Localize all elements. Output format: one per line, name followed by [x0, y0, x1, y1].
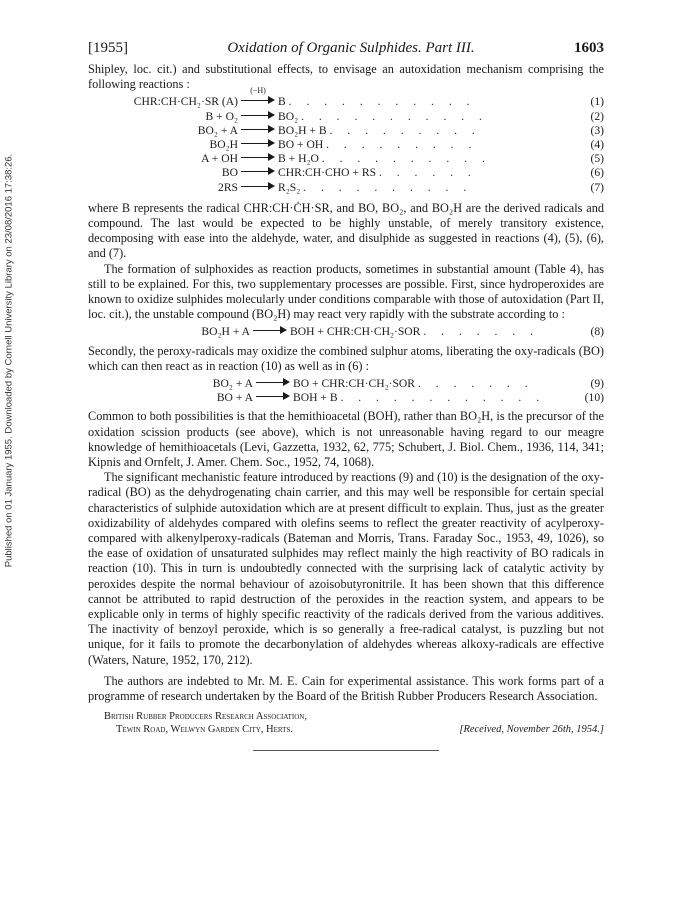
arrow-icon	[241, 182, 275, 191]
reaction-row: 2RS R₂S₂ . . . . . . . . . . (7)	[88, 181, 604, 195]
reaction-rhs: BO₂	[278, 109, 299, 123]
reaction-row: B + O₂ BO₂ . . . . . . . . . . . (2)	[88, 110, 604, 124]
reaction-number: (4)	[590, 137, 604, 151]
reaction-number: (9)	[590, 376, 604, 390]
reaction-row: A + OH B + H₂O . . . . . . . . . . (5)	[88, 152, 604, 166]
arrow-label: (−H)	[250, 86, 266, 96]
reaction-number: (10)	[584, 391, 604, 405]
arrow-icon	[241, 111, 275, 120]
reaction-row: BO CHR:CH·CHO + RS . . . . . . (6)	[88, 166, 604, 180]
reaction-lhs: BO₂ + A	[212, 376, 253, 390]
reaction-lhs: BO₂H + A	[201, 325, 250, 339]
paragraph-sulphoxides: The formation of sulphoxides as reaction products, sometimes in substantial amount (Table 4), has still to be explained. For this, two supplementary processes are possible. First, since hydroperoxides are known to oxidize sulphides molecularly under conditions comparable with those of autoxidation (Part II, loc. cit.), the unstable compound (BO₂H) may react very rapidly with the substrate according to :	[88, 261, 604, 322]
reaction-rhs: BOH + CHR:CH·CH₂·SOR	[290, 325, 421, 339]
reaction-number: (1)	[590, 95, 604, 109]
reaction-lhs: A + OH	[201, 152, 238, 166]
reaction-rhs: BOH + B	[293, 391, 338, 405]
running-header	[88, 40, 604, 57]
paragraph-mechanism: The significant mechanistic feature introduced by reactions (9) and (10) is the designation of the oxy-radical (BO) as the dehydrogenating chain carrier, and this may well be responsible for certain special characteristics of sulphide autoxidation which are at present difficult to explain. Thus, just as the greater oxidizability of aldehydes compared with olefins seems to reflect the greater reactivity of acylperoxy- compared with alkenylperoxy-radicals (Bateman and Morris, Trans. Faraday Soc., 1953, 49, 1026), so the ease of oxidation of unsaturated sulphides may reflect mainly the high reactivity of BO radicals in reaction (10). This in turn is undoubtedly connected with the surprising lack of catalytic activity by peroxides despite the normal behaviour of azoisobutyronitrile. It has been shown that this difference cannot be attributed to rapid destruction of the peroxides in the reaction system, and appears to be explicable only in terms of highly specific reactivity of the radicals derived from the various additives. The inactivity of benzoyl peroxide, which is so generally a free-radical catalyst, is puzzling but not unique, for it fails to promote the decarbonylation of aldehydes whereas alkoxy-radicals are effective (Waters, Nature, 1952, 170, 212).	[88, 470, 604, 667]
arrow-icon	[241, 153, 275, 162]
intro-paragraph: Shipley, loc. cit.) and substitutional effects, to envisage an autoxidation mechanism comprising the following reactions :	[88, 62, 604, 92]
arrow-icon	[241, 167, 275, 176]
paragraph-peroxy: Secondly, the peroxy-radicals may oxidize the combined sulphur atoms, liberating the oxy-radicals (BO) which can then react as in reaction (10) as well as in (6) :	[88, 343, 604, 373]
arrow-icon	[253, 326, 287, 335]
page	[88, 40, 604, 751]
download-watermark	[2, 120, 16, 600]
arrow-icon	[256, 378, 290, 387]
arrow-icon	[241, 139, 275, 148]
reaction-rhs: B	[278, 95, 286, 109]
reaction-row: BO₂ + A BO₂H + B . . . . . . . . . (3)	[88, 124, 604, 138]
reaction-lhs: BO	[221, 166, 238, 180]
reaction-scheme-2	[88, 325, 604, 339]
reaction-lhs: BO + A	[216, 391, 253, 405]
reaction-rhs: B + H₂O	[278, 152, 319, 166]
reaction-number: (2)	[590, 109, 604, 123]
reaction-rhs: R₂S₂	[278, 180, 301, 194]
reaction-number: (7)	[590, 180, 604, 194]
affiliation-line-1: British Rubber Producers Research Association,	[104, 711, 307, 723]
reaction-lhs: BO₂ + A	[197, 123, 238, 137]
received-date: [Received, November 26th, 1954.]	[459, 724, 604, 736]
reaction-lhs: 2RS	[218, 180, 238, 194]
reaction-scheme-3	[88, 377, 604, 405]
reaction-row: BO₂H BO + OH . . . . . . . . . (4)	[88, 138, 604, 152]
reaction-number: (6)	[590, 166, 604, 180]
arrow-icon	[241, 125, 275, 134]
reaction-row: BO₂ + A BO + CHR:CH·CH₂·SOR . . . . . . . (9)	[88, 377, 604, 391]
arrow-icon	[256, 392, 290, 401]
reaction-number: (8)	[590, 325, 604, 339]
reaction-scheme-1	[88, 86, 604, 194]
acknowledgement: The authors are indebted to Mr. M. E. Cain for experimental assistance. This work forms part of a programme of research undertaken by the Board of the British Rubber Producers Research Association.	[88, 673, 604, 703]
page-number: 1603	[574, 40, 604, 56]
reaction-row: BO₂H + A BOH + CHR:CH·CH₂·SOR . . . . . . . (8)	[88, 325, 604, 339]
reaction-rhs: CHR:CH·CHO + RS	[278, 166, 377, 180]
paragraph-radicals: where B represents the radical CHR:CH·ĊH·SR, and BO, BO₂, and BO₂H are the derived radicals and compound. The last would be expected to be highly unstable, of merely transitory existence, decomposing with ease into the aldehyde, water, and disulphide as suggested in reactions (4), (5), (6), and (7).	[88, 200, 604, 261]
header-title: Oxidation of Organic Sulphides. Part III.	[227, 40, 475, 56]
reaction-rhs: BO₂H + B	[278, 123, 327, 137]
end-rule	[253, 750, 439, 751]
reaction-row: CHR:CH·CH₂·SR (A) (−H) B . . . . . . . . . . . (1)	[88, 95, 604, 109]
reaction-rhs: BO + OH	[278, 137, 324, 151]
header-year: [1955]	[88, 40, 128, 56]
reaction-lhs: B + O₂	[205, 109, 238, 123]
download-watermark-text: Published on 01 January 1955. Downloaded by Cornell University Library on 23/08/2016 17:38:26.	[3, 153, 15, 567]
arrow-icon	[241, 86, 275, 105]
reaction-rhs: BO + CHR:CH·CH₂·SOR	[293, 376, 416, 390]
reaction-lhs: BO₂H	[209, 137, 238, 151]
reaction-number: (3)	[590, 123, 604, 137]
reaction-row: BO + A BOH + B . . . . . . . . . . . . (10)	[88, 391, 604, 405]
reaction-number: (5)	[590, 152, 604, 166]
affiliation-line-2: Tewin Road, Welwyn Garden City, Herts.	[116, 724, 293, 736]
paragraph-hemithioacetal: Common to both possibilities is that the hemithioacetal (BOH), rather than BO₂H, is the precursor of the oxidation scission products (see above), which is not unreasonable having regard to our meagre knowledge of hemithioacetals (Levi, Gazzetta, 1932, 62, 775; Schubert, J. Biol. Chem., 1936, 114, 341; Kipnis and Ornfelt, J. Amer. Chem. Soc., 1952, 74, 1068).	[88, 409, 604, 469]
affiliation-block	[88, 710, 604, 736]
reaction-lhs: CHR:CH·CH₂·SR (A)	[133, 95, 238, 109]
